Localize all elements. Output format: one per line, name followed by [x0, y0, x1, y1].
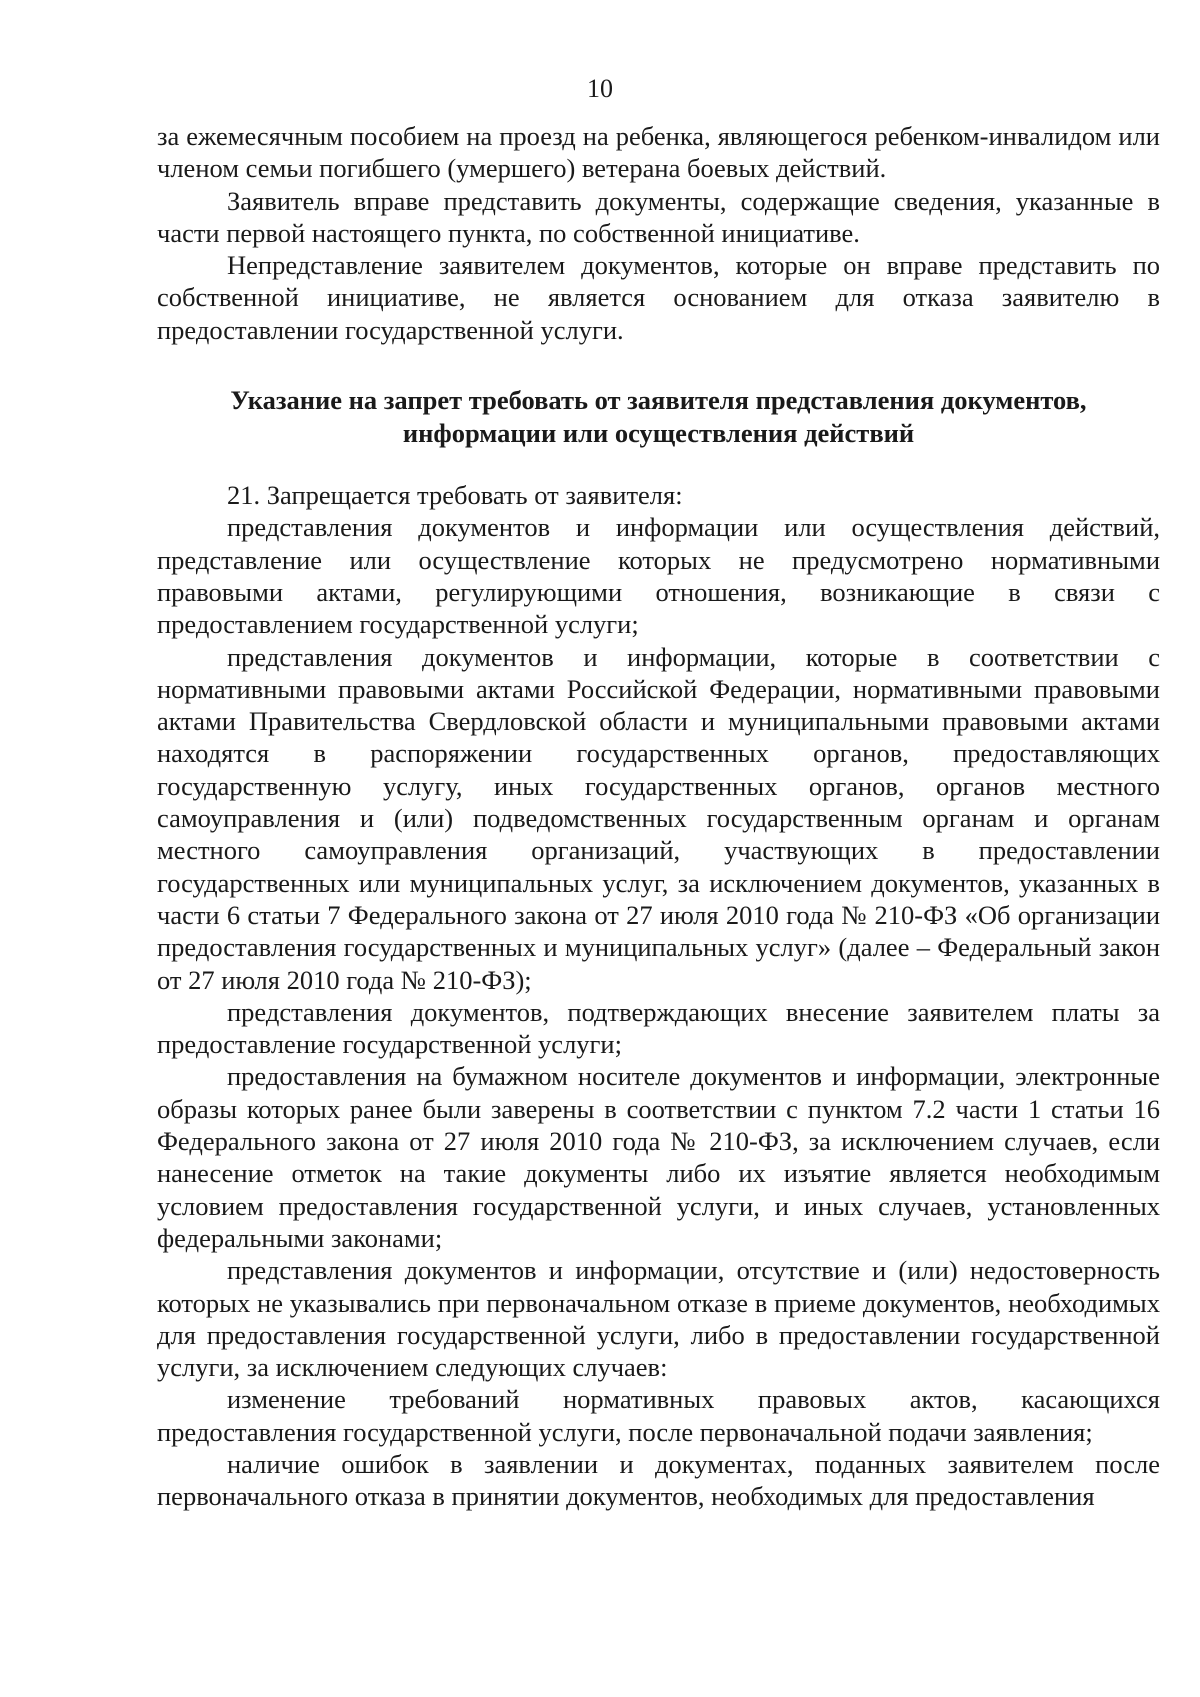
section-heading-line: Указание на запрет требовать от заявителя представления документов, [230, 385, 1087, 416]
paragraph: предоставления на бумажном носителе документов и информации, электронные образы которых ранее были заверены в соответствии с пунктом 7.2 части 1 статьи 16 Федерального закона от 27 июля 2010 года № 210-ФЗ, за исключением случаев, если нанесение отметок на такие документы либо их изъятие является необходимым условием предоставления государственной услуги, и иных случаев, установленных федеральными законами; [157, 1061, 1160, 1253]
clause-title: 21. Запрещается требовать от заявителя: [227, 480, 683, 511]
section-heading [157, 384, 1160, 449]
page-number: 10 [587, 74, 613, 103]
paragraph: изменение требований нормативных правовых актов, касающихся предоставления государственной услуги, после первоначальной подачи заявления; [157, 1384, 1160, 1447]
paragraph: Непредставление заявителем документов, которые он вправе представить по собственной инициативе, не является основанием для отказа заявителю в предоставлении государственной услуги. [157, 250, 1160, 345]
paragraph: представления документов и информации, отсутствие и (или) недостоверность которых не указывались при первоначальном отказе в приеме документов, необходимых для предоставления государственной услуги, либо в предоставлении государственной услуги, за исключением следующих случаев: [157, 1255, 1160, 1383]
paragraph-continuation: за ежемесячным пособием на проезд на ребенка, являющегося ребенком-инвалидом или членом семьи погибшего (умершего) ветерана боевых действий. [157, 121, 1160, 184]
paragraph: представления документов и информации или осуществления действий, представление или осуществление которых не предусмотрено нормативными правовыми актами, регулирующими отношения, возникающие в связи с предоставлением государственной услуги; [157, 512, 1160, 640]
paragraph: представления документов и информации, которые в соответствии с нормативными правовыми актами Российской Федерации, нормативными правовыми актами Правительства Свердловской области и муниципальными правовыми актами находятся в распоряжении государственных органов, предоставляющих государственную услугу, иных государственных органов, органов местного самоуправления и (или) подведомственных государственным органам и органам местного самоуправления организаций, участвующих в предоставлении государственных или муниципальных услуг, за исключением документов, указанных в части 6 статьи 7 Федерального закона от 27 июля 2010 года № 210-ФЗ «Об организации предоставления государственных и муниципальных услуг» (далее – Федеральный закон от 27 июля 2010 года № 210-ФЗ); [157, 641, 1160, 995]
paragraph: Заявитель вправе представить документы, содержащие сведения, указанные в части первой настоящего пункта, по собственной инициативе. [157, 185, 1160, 248]
paragraph: наличие ошибок в заявлении и документах, поданных заявителем после первоначального отказа в принятии документов, необходимых для предоставления [157, 1448, 1160, 1512]
paragraph: представления документов, подтверждающих внесение заявителем платы за предоставление государственной услуги; [157, 996, 1160, 1060]
section-heading-line: информации или осуществления действий [402, 417, 915, 448]
document-body [157, 120, 1160, 1513]
